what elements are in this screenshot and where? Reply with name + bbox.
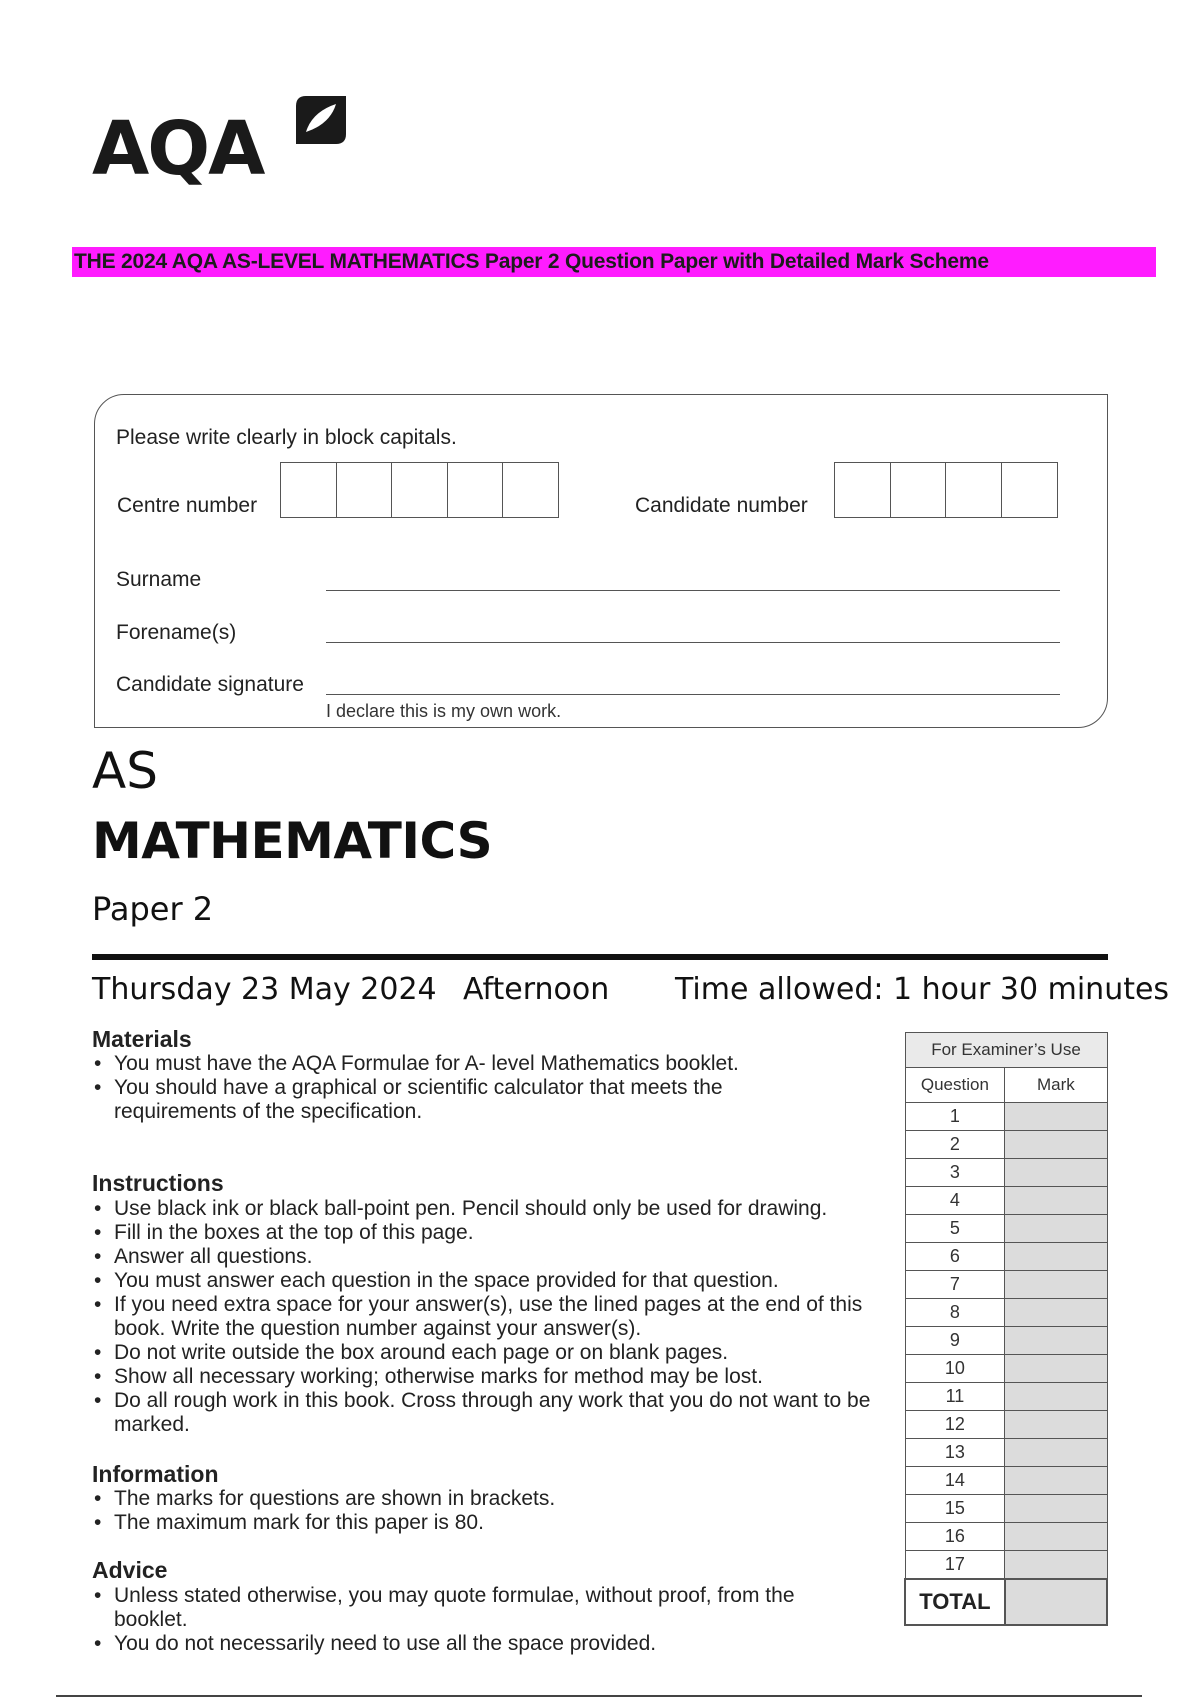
list-item: • Answer all questions. [92,1245,882,1269]
table-row [905,1243,1107,1271]
mark-cell[interactable] [1005,1467,1107,1495]
list-item: • Fill in the boxes at the top of this page. [92,1221,882,1245]
candidate-number-boxes [834,462,1058,518]
mark-cell[interactable] [1005,1299,1107,1327]
mark-cell[interactable] [1005,1131,1107,1159]
question-number: 6 [905,1243,1005,1271]
centre-digit-box[interactable] [280,462,337,518]
advice-list [92,1584,812,1656]
list-item: • Do not write outside the box around each page or on blank pages. [92,1341,882,1365]
list-item: • Do all rough work in this book. Cross through any work that you do not want to be marked. [92,1389,882,1437]
table-row [905,1439,1107,1467]
centre-digit-box[interactable] [336,462,393,518]
mark-cell[interactable] [1005,1159,1107,1187]
list-item: • You must answer each question in the space provided for that question. [92,1269,882,1293]
table-row [905,1215,1107,1243]
question-number: 2 [905,1131,1005,1159]
total-mark-cell[interactable] [1005,1579,1107,1625]
table-row [905,1271,1107,1299]
divider-rule [92,954,1108,960]
forenames-label: Forename(s) [116,621,237,644]
page-bottom-rule [56,1695,1142,1697]
list-item: • The maximum mark for this paper is 80. [92,1511,872,1535]
table-row [905,1467,1107,1495]
total-label: TOTAL [905,1579,1005,1625]
question-number: 13 [905,1439,1005,1467]
mark-cell[interactable] [1005,1495,1107,1523]
examiner-use-table [904,1032,1108,1626]
logo-text: AQA [92,106,264,192]
table-row [905,1299,1107,1327]
mark-cell[interactable] [1005,1271,1107,1299]
materials-heading: Materials [92,1026,192,1052]
surname-line[interactable] [326,590,1060,591]
mark-cell[interactable] [1005,1355,1107,1383]
candidate-number-label: Candidate number [635,494,808,517]
candidate-digit-box[interactable] [945,462,1002,518]
centre-digit-box[interactable] [391,462,448,518]
mark-cell[interactable] [1005,1523,1107,1551]
mark-cell[interactable] [1005,1439,1107,1467]
table-row [905,1187,1107,1215]
list-item: • You must have the AQA Formulae for A‑ level Mathematics booklet. [92,1052,792,1076]
signature-label: Candidate signature [116,673,304,696]
instructions-heading: Instructions [92,1170,224,1196]
table-row [905,1103,1107,1131]
question-number: 10 [905,1355,1005,1383]
centre-digit-box[interactable] [502,462,559,518]
list-item: • You should have a graphical or scientific calculator that meets the requirements of the specification. [92,1076,792,1124]
candidate-digit-box[interactable] [834,462,891,518]
qualification-level: AS [92,742,158,800]
signature-line[interactable] [326,694,1060,695]
question-number: 12 [905,1411,1005,1439]
advice-heading: Advice [92,1557,168,1583]
candidate-digit-box[interactable] [1001,462,1058,518]
table-row [905,1327,1107,1355]
table-row [905,1383,1107,1411]
list-item: • The marks for questions are shown in brackets. [92,1487,872,1511]
question-number: 15 [905,1495,1005,1523]
aqa-logo [92,88,362,192]
question-number: 16 [905,1523,1005,1551]
table-row [905,1495,1107,1523]
table-row [905,1159,1107,1187]
mark-cell[interactable] [1005,1327,1107,1355]
title-banner: THE 2024 AQA AS-LEVEL MATHEMATICS Paper 2 Question Paper with Detailed Mark Scheme [72,247,1156,277]
table-row [905,1523,1107,1551]
question-number: 17 [905,1551,1005,1580]
examiner-table-title: For Examiner’s Use [905,1033,1107,1068]
table-row [905,1411,1107,1439]
mark-cell[interactable] [1005,1411,1107,1439]
question-number: 9 [905,1327,1005,1355]
question-number: 3 [905,1159,1005,1187]
forenames-line[interactable] [326,642,1060,643]
list-item: • Use black ink or black ball-point pen. Pencil should only be used for drawing. [92,1197,882,1221]
question-number: 14 [905,1467,1005,1495]
mark-cell[interactable] [1005,1103,1107,1131]
list-item: • Show all necessary working; otherwise marks for method may be lost. [92,1365,882,1389]
information-list [92,1487,872,1535]
time-allowed: Time allowed: 1 hour 30 minutes [675,972,1170,1007]
mark-cell[interactable] [1005,1215,1107,1243]
centre-number-boxes [280,462,559,518]
question-number: 8 [905,1299,1005,1327]
list-item: • Unless stated otherwise, you may quote formulae, without proof, from the booklet. [92,1584,812,1632]
table-row [905,1355,1107,1383]
surname-label: Surname [116,568,202,591]
mark-cell[interactable] [1005,1187,1107,1215]
centre-number-label: Centre number [117,494,258,517]
candidate-digit-box[interactable] [890,462,947,518]
question-number: 4 [905,1187,1005,1215]
list-item: • You do not necessarily need to use all the space provided. [92,1632,812,1656]
question-number: 7 [905,1271,1005,1299]
subject-title: MATHEMATICS [92,812,493,870]
materials-list [92,1052,792,1124]
block-capitals-instruction: Please write clearly in block capitals. [116,426,457,449]
mark-cell[interactable] [1005,1243,1107,1271]
instructions-list [92,1197,882,1437]
information-heading: Information [92,1461,219,1487]
aqa-leaf-icon [292,92,350,148]
list-item: • If you need extra space for your answer(s), use the lined pages at the end of this book. Write the question number against your answer(s). [92,1293,882,1341]
question-number: 1 [905,1103,1005,1131]
declaration-text: I declare this is my own work. [326,701,562,721]
paper-number: Paper 2 [92,890,214,928]
table-row [905,1131,1107,1159]
question-column-header: Question [905,1068,1005,1103]
centre-digit-box[interactable] [447,462,504,518]
table-row [905,1551,1107,1580]
question-number: 5 [905,1215,1005,1243]
exam-date: Thursday 23 May 2024 [92,972,437,1007]
exam-session: Afternoon [463,972,610,1007]
question-number: 11 [905,1383,1005,1411]
mark-cell[interactable] [1005,1383,1107,1411]
mark-column-header: Mark [1005,1068,1107,1103]
mark-cell[interactable] [1005,1551,1107,1580]
